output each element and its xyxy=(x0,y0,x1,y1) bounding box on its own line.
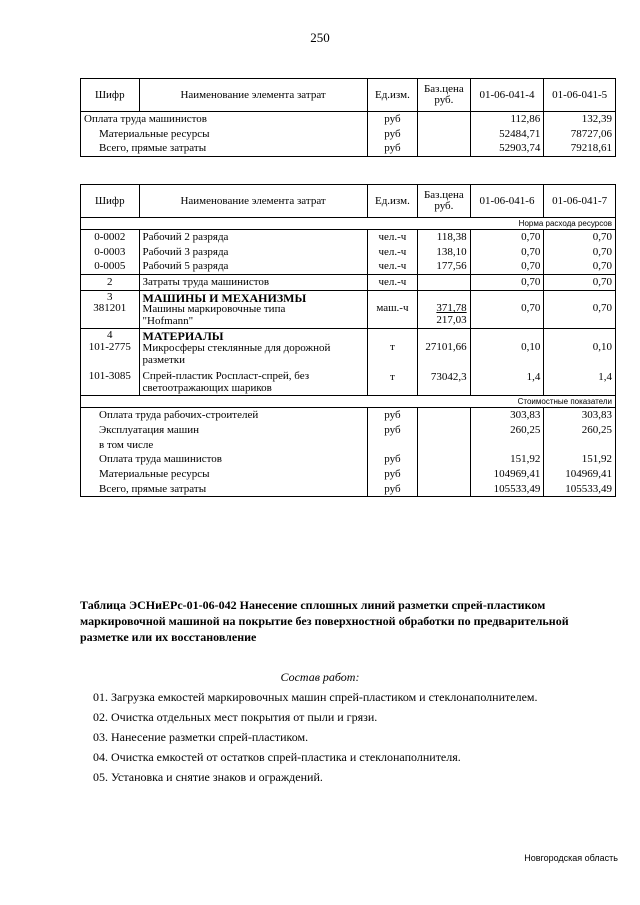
row-unit: руб xyxy=(367,127,417,142)
row-value-a: 0,10 xyxy=(521,340,541,353)
work-item: 02. Очистка отдельных мест покрытия от пыли и грязи. xyxy=(93,710,378,724)
row-code: 101-3085 xyxy=(81,367,140,396)
row-name: Материальные ресурсы xyxy=(81,467,368,482)
row-price: 27101,66 xyxy=(425,340,467,353)
row-value-a: 151,92 xyxy=(470,452,544,467)
work-item: 04. Очистка емкостей от остатков спрей-пластика и стеклонаполнителя. xyxy=(93,750,461,764)
row-name: Всего, прямые затраты xyxy=(81,141,368,156)
header-col-b: 01-06-041-7 xyxy=(544,185,616,218)
header-unit: Ед.изм. xyxy=(367,185,417,218)
cost-subheader-row xyxy=(81,396,616,408)
row-value-a: 0,70 xyxy=(470,245,544,260)
table-caption-line-3: разметке или их восстановление xyxy=(80,630,257,644)
work-item: 05. Установка и снятие знаков и ограждений. xyxy=(93,770,323,784)
cost-table-041-4-5 xyxy=(80,78,616,157)
table-row xyxy=(81,230,616,245)
row-value-a: 0,70 xyxy=(470,230,544,245)
row-name: в том числе xyxy=(81,438,368,453)
row-name: Оплата труда рабочих-строителей xyxy=(81,408,368,423)
row-unit: руб xyxy=(367,452,417,467)
row-value-b: 79218,61 xyxy=(544,141,616,156)
row-name: Материальные ресурсы xyxy=(81,127,368,142)
row-name: Спрей-пластик Роспласт-спрей, без xyxy=(142,370,310,383)
row-value-b: 151,92 xyxy=(544,452,616,467)
row-price: 118,38 xyxy=(418,230,470,245)
row-value-b: 1,4 xyxy=(544,367,616,396)
row-name: Рабочий 5 разряда xyxy=(139,259,367,274)
row-name: Затраты труда машинистов xyxy=(139,275,367,291)
table-row xyxy=(81,423,616,438)
row-value-a: 0,70 xyxy=(521,302,541,315)
row-value-b: 260,25 xyxy=(544,423,616,438)
row-value-a: 0,70 xyxy=(470,275,544,291)
section-row-machines xyxy=(81,290,616,329)
table-row xyxy=(81,127,616,142)
row-price: 177,56 xyxy=(418,259,470,274)
row-name: Машины маркировочные типа xyxy=(142,303,286,316)
table-row xyxy=(81,367,616,396)
row-unit: маш.-ч xyxy=(376,302,409,315)
row-value-a: 0,70 xyxy=(470,259,544,274)
row-unit: чел.-ч xyxy=(367,245,417,260)
table-row xyxy=(81,112,616,127)
header-name: Наименование элемента затрат xyxy=(139,79,367,112)
row-value-a: 112,86 xyxy=(470,112,544,127)
row-unit: т xyxy=(367,367,417,396)
row-price: 138,10 xyxy=(418,245,470,260)
row-unit: руб xyxy=(367,112,417,127)
section-title: МАТЕРИАЛЫ xyxy=(142,329,224,344)
row-code: 101-2775 xyxy=(88,340,131,353)
work-item: 01. Загрузка емкостей маркировочных машин спрей-пластиком и стеклонаполнителем. xyxy=(93,690,538,704)
row-value-b: 0,70 xyxy=(592,302,612,315)
header-base-price: Баз.цена руб. xyxy=(418,79,470,112)
row-value-a: 52484,71 xyxy=(470,127,544,142)
row-unit: чел.-ч xyxy=(367,230,417,245)
row-price: 73042,3 xyxy=(418,367,470,396)
table-row xyxy=(81,141,616,156)
table-caption-line-1: Таблица ЭСНиЕРс-01-06-042 Нанесение сплошных линий разметки спрей-пластиком xyxy=(80,598,546,612)
row-code: 0-0003 xyxy=(81,245,140,260)
row-unit: чел.-ч xyxy=(367,259,417,274)
row-price: 371,78 xyxy=(436,302,467,315)
section-code: 3 xyxy=(107,290,113,303)
row-price-2: 217,03 xyxy=(436,313,467,326)
row-unit: руб xyxy=(367,423,417,438)
row-value-a: 303,83 xyxy=(470,408,544,423)
table-row xyxy=(81,408,616,423)
row-name: Эксплуатация машин xyxy=(81,423,368,438)
row-name: Оплата труда машинистов xyxy=(81,452,368,467)
table-row xyxy=(81,452,616,467)
works-list xyxy=(93,689,613,789)
section-title: МАШИНЫ И МЕХАНИЗМЫ xyxy=(142,290,307,305)
table-header-row xyxy=(81,185,616,218)
composition-title: Состав работ: xyxy=(280,670,360,684)
row-name: Всего, прямые затраты xyxy=(81,482,368,497)
table-header-row xyxy=(81,79,616,112)
row-unit: руб xyxy=(367,467,417,482)
row-code: 381201 xyxy=(93,302,127,315)
row-unit: руб xyxy=(367,141,417,156)
section-code: 4 xyxy=(107,329,113,342)
row-unit: руб xyxy=(367,408,417,423)
row-value-b: 0,70 xyxy=(544,245,616,260)
cost-subheader: Стоимостные показатели xyxy=(81,396,616,408)
row-value-b: 303,83 xyxy=(544,408,616,423)
row-name-cont: разметки xyxy=(142,353,185,366)
section-row-materials xyxy=(81,329,616,367)
header-name: Наименование элемента затрат xyxy=(139,185,367,218)
header-code: Шифр xyxy=(81,79,140,112)
row-value-b: 132,39 xyxy=(544,112,616,127)
row-value-a: 1,4 xyxy=(470,367,544,396)
work-item: 03. Нанесение разметки спрей-пластиком. xyxy=(93,730,309,744)
header-col-a: 01-06-041-6 xyxy=(470,185,544,218)
row-value-a: 104969,41 xyxy=(470,467,544,482)
norm-subheader-row xyxy=(81,218,616,230)
row-unit: руб xyxy=(367,482,417,497)
row-value-a: 52903,74 xyxy=(470,141,544,156)
row-name: Оплата труда машинистов xyxy=(84,113,207,125)
row-value-b: 0,10 xyxy=(592,340,612,353)
header-col-b: 01-06-041-5 xyxy=(544,79,616,112)
row-unit: т xyxy=(390,340,395,353)
row-unit: чел.-ч xyxy=(367,275,417,291)
row-value-b: 0,70 xyxy=(544,275,616,291)
row-name-cont: "Hofmann" xyxy=(142,314,194,327)
row-value-a: 105533,49 xyxy=(470,482,544,497)
table-row xyxy=(81,467,616,482)
row-value-a: 260,25 xyxy=(470,423,544,438)
header-base-price: Баз.цена руб. xyxy=(418,185,470,218)
row-name: Микросферы стеклянные для дорожной xyxy=(142,342,331,355)
row-value-b: 0,70 xyxy=(544,259,616,274)
table-row xyxy=(81,438,616,453)
row-name: Рабочий 2 разряда xyxy=(139,230,367,245)
footer-region: Новгородская область xyxy=(524,853,618,863)
row-value-b: 105533,49 xyxy=(544,482,616,497)
table-row xyxy=(81,259,616,274)
row-name: Рабочий 3 разряда xyxy=(139,245,367,260)
header-unit: Ед.изм. xyxy=(367,79,417,112)
row-code: 2 xyxy=(81,275,140,291)
table-row xyxy=(81,275,616,291)
table-row xyxy=(81,245,616,260)
cost-table-041-6-7 xyxy=(80,184,616,497)
header-code: Шифр xyxy=(81,185,140,218)
header-col-a: 01-06-041-4 xyxy=(470,79,544,112)
table-row xyxy=(81,482,616,497)
page-number: 250 xyxy=(310,30,330,45)
table-caption-line-2: маркировочной машиной на покрытие без поверхностной обработки по предварительной xyxy=(80,614,569,628)
row-value-b: 104969,41 xyxy=(544,467,616,482)
row-value-b: 0,70 xyxy=(544,230,616,245)
row-code: 0-0002 xyxy=(81,230,140,245)
row-code: 0-0005 xyxy=(81,259,140,274)
row-value-b: 78727,06 xyxy=(544,127,616,142)
norm-subheader: Норма расхода ресурсов xyxy=(81,218,616,230)
row-name-cont: светоотражающих шариков xyxy=(142,381,272,394)
